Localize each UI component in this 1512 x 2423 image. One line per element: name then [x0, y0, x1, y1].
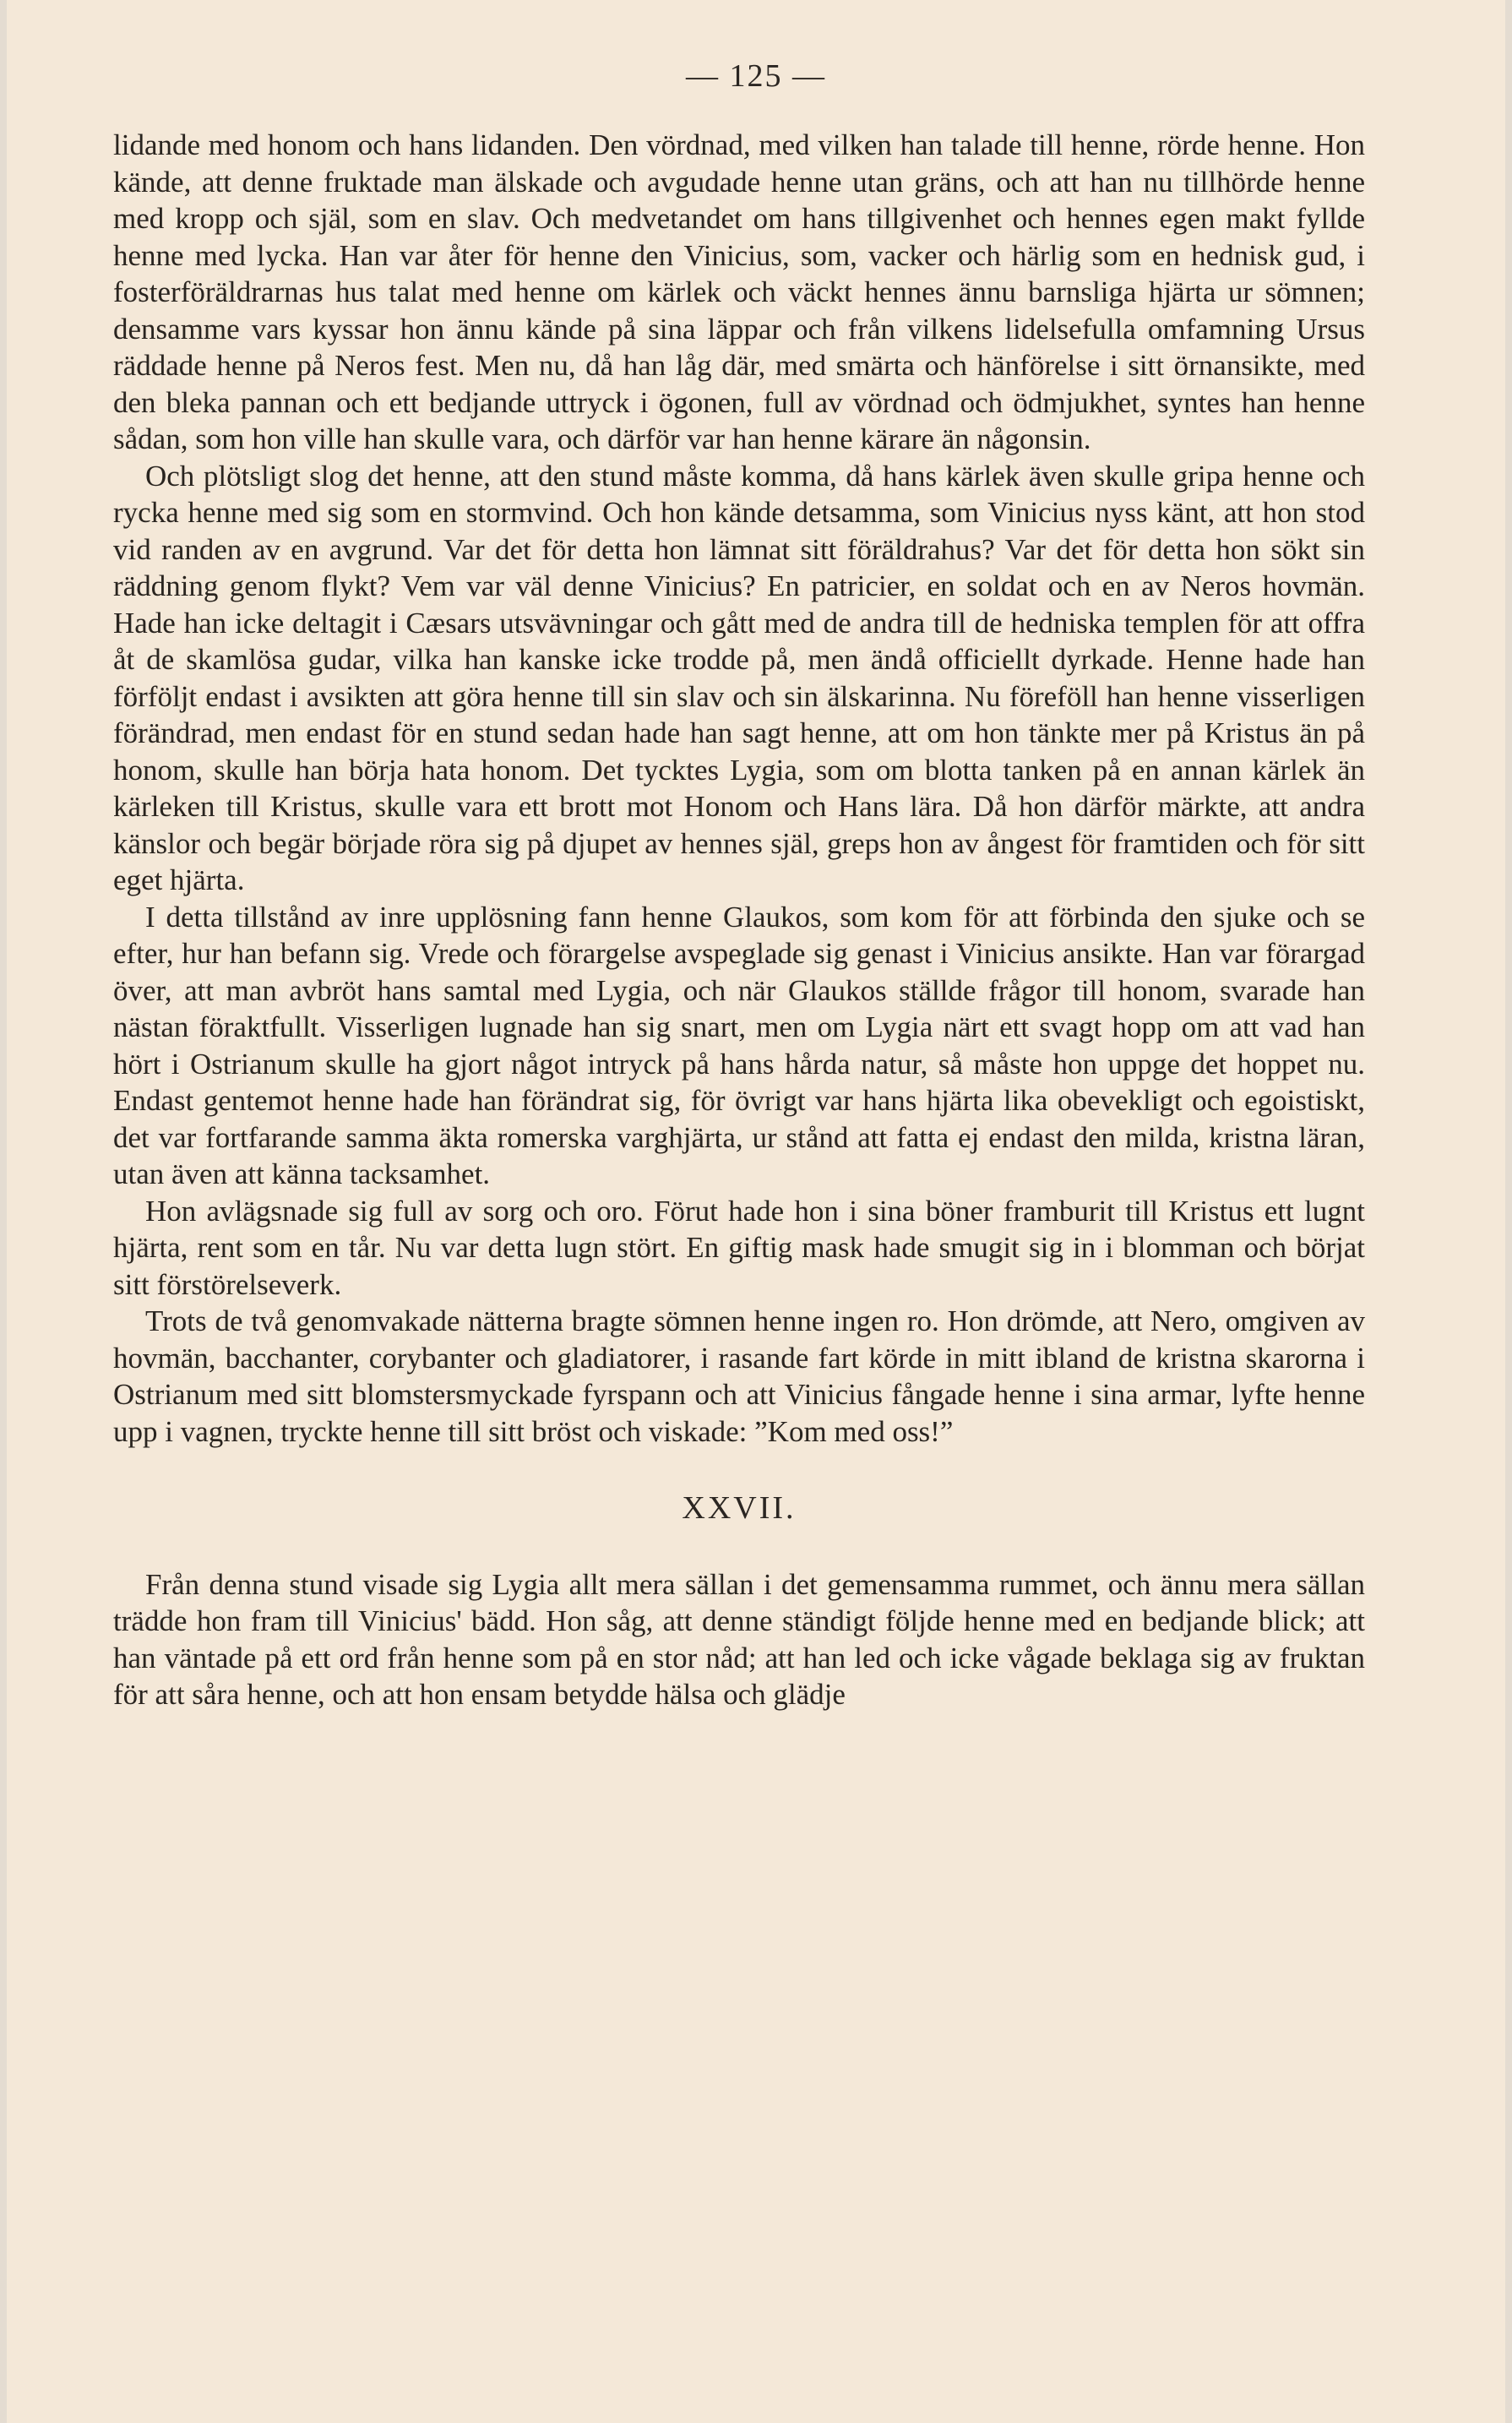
page-text	[113, 127, 1365, 1713]
paragraph-3: I detta tillstånd av inre upplösning fann henne Glaukos, som kom för att förbinda den sjuke och se efter, hur han befann sig. Vrede och förargelse avspeglade sig genast i Vinicius ansikte. Han var förargad över, att man avbröt hans samtal med Lygia, och när Glaukos ställde frågor till honom, svarade han nästan föraktfullt. Visserligen lugnade han sig snart, men om Lygia närt ett svagt hopp om att vad han hört i Ostrianum skulle ha gjort något intryck på hans hårda natur, så måste hon uppge det hoppet nu. Endast gentemot henne hade han förändrat sig, för övrigt var hans hjärta lika obevekligt och egoistiskt, det var fortfarande samma äkta romerska varghjärta, ur stånd att fatta ej endast den milda, kristna läran, utan även att känna tacksamhet.	[113, 900, 1365, 1190]
paragraph-5: Trots de två genomvakade nätterna bragte sömnen henne ingen ro. Hon drömde, att Nero, omgiven av hovmän, bacchanter, corybanter och gladiatorer, i rasande fart körde in mitt ibland de kristna skarorna i Ostrianum med sitt blomstersmyckade fyrspann och att Vinicius fångade henne i sina armar, lyfte henne upp i vagnen, tryckte henne till sitt bröst och viskade: ”Kom med oss!”	[113, 1304, 1365, 1448]
paragraph-6: Från denna stund visade sig Lygia allt mera sällan i det gemensamma rummet, och ännu mera sällan trädde hon fram till Vinicius' bädd. Hon såg, att denne ständigt följde henne med en bedjande blick; att han väntade på ett ord från henne som på en stor nåd; att han led och icke vågade beklaga sig av fruktan för att såra henne, och att hon ensam betydde hälsa och glädje	[113, 1567, 1365, 1711]
paragraph-4: Hon avlägsnade sig full av sorg och oro. Förut hade hon i sina böner framburit till Kristus ett lugnt hjärta, rent som en tår. Nu var detta lugn stört. En giftig mask hade smugit sig in i blomman och börjat sitt förstörelseverk.	[113, 1194, 1365, 1301]
chapter-heading: XXVII.	[682, 1490, 797, 1526]
page-number: — 125 —	[686, 58, 826, 94]
paragraph-1: lidande med honom och hans lidanden. Den vördnad, med vilken han talade till henne, rörde henne. Hon kände, att denne fruktade man älskade och avgudade henne utan gräns, och att han nu tillhörde henne med kropp och själ, som en slav. Och medvetandet om hans tillgivenhet och hennes egen makt fyllde henne med lycka. Han var åter för henne den Vinicius, som, vacker och härlig som en hednisk gud, i fosterföräldrarnas hus talat med henne om kärlek och väckt hennes ännu barnsliga hjärta ur sömnen; densamme vars kyssar hon ännu kände på sina läppar och från vilkens lidelsefulla omfamning Ursus räddade henne på Neros fest. Men nu, då han låg där, med smärta och hänförelse i sitt örnansikte, med den bleka pannan och ett bedjande uttryck i ögonen, full av vördnad och ödmjukhet, syntes han henne sådan, som hon ville han skulle vara, och därför var han henne kärare än någonsin.	[113, 128, 1365, 455]
right-page-edge	[1505, 0, 1512, 2423]
left-page-edge	[0, 0, 7, 2423]
paragraph-2: Och plötsligt slog det henne, att den stund måste komma, då hans kärlek även skulle gripa henne och rycka henne med sig som en stormvind. Och hon kände detsamma, som Vinicius nyss känt, att hon stod vid randen av en avgrund. Var det för detta hon lämnat sitt föräldrahus? Var det för detta hon sökt sin räddning genom flykt? Vem var väl denne Vinicius? En patricier, en soldat och en av Neros hovmän. Hade han icke deltagit i Cæsars utsvävningar och gått med de andra till de hedniska templen för att offra åt de skamlösa gudar, vilka han kanske icke trodde på, men ändå officiellt dyrkade. Henne hade han förföljt endast i avsikten att göra henne till sin slav och sin älskarinna. Nu föreföll han henne visserligen förändrad, men endast för en stund sedan hade han sagt henne, att om hon tänkte mer på Kristus än på honom, skulle han börja hata honom. Det tycktes Lygia, som om blotta tanken på en annan kärlek än kärleken till Kristus, skulle vara ett brott mot Honom och Hans lära. Då hon därför märkte, att andra känslor och begär började röra sig på djupet av hennes själ, greps hon av ångest för framtiden och för sitt eget hjärta.	[113, 459, 1365, 896]
